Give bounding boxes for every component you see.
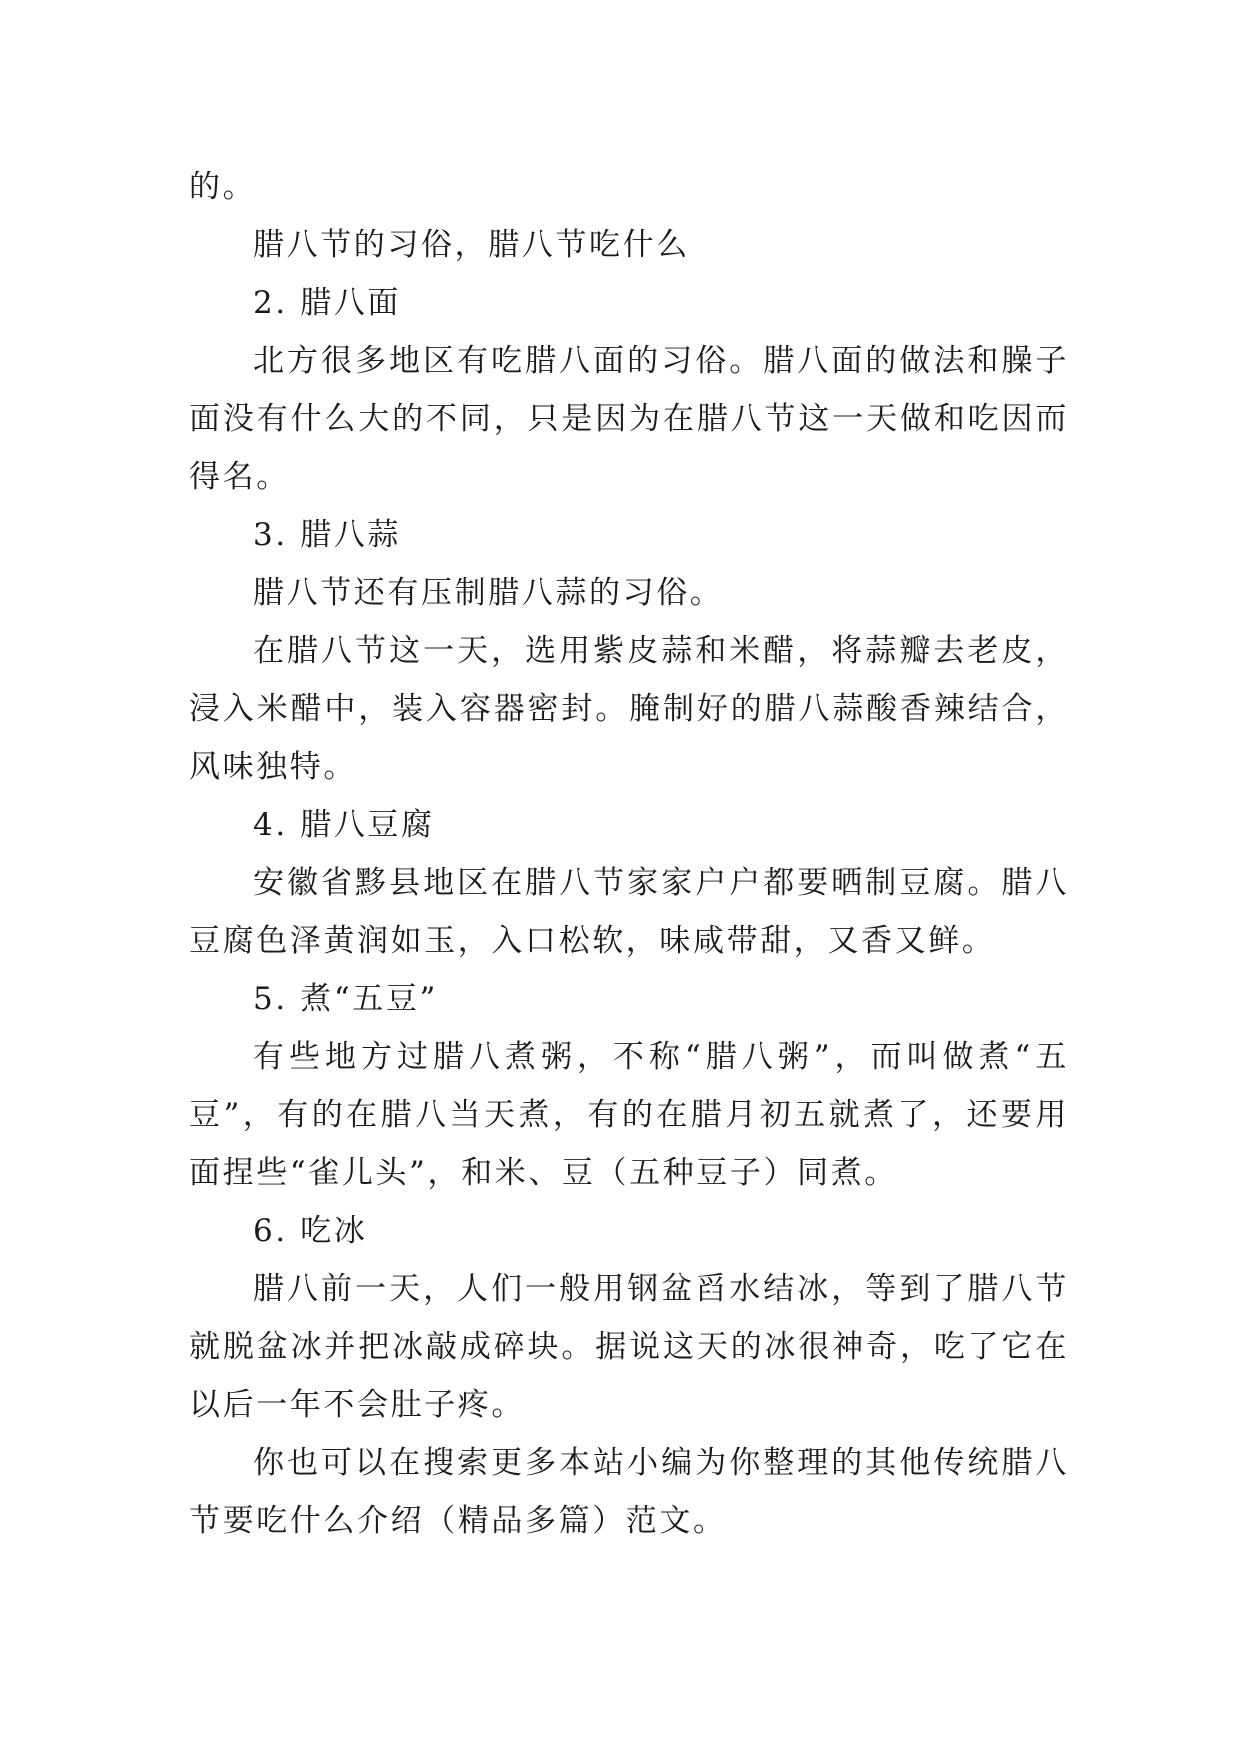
paragraph-eating-ice: 腊八前一天，人们一般用钢盆舀水结冰，等到了腊八节就脱盆冰并把冰敲成碎块。据说这天的冰很神奇，吃了它在以后一年不会肚子疼。 — [189, 1271, 1069, 1423]
item-heading-6: 6. 吃冰 — [253, 1213, 368, 1249]
item-heading-3: 3. 腊八蒜 — [253, 517, 402, 553]
paragraph-laba-tofu: 安徽省黟县地区在腊八节家家户户都要晒制豆腐。腊八豆腐色泽黄润如玉，入口松软，味咸带甜，又香又鲜。 — [189, 865, 1069, 959]
paragraph-continuation: 的。 — [189, 169, 257, 205]
item-heading-5: 5. 煮“五豆” — [253, 981, 438, 1017]
paragraph-laba-garlic-method: 在腊八节这一天，选用紫皮蒜和米醋，将蒜瓣去老皮，浸入米醋中，装入容器密封。腌制好的腊八蒜酸香辣结合，风味独特。 — [189, 633, 1069, 785]
paragraph-laba-noodles: 北方很多地区有吃腊八面的习俗。腊八面的做法和臊子面没有什么大的不同，只是因为在腊八节这一天做和吃因而得名。 — [189, 343, 1069, 495]
item-heading-4: 4. 腊八豆腐 — [253, 807, 435, 843]
paragraph-five-beans: 有些地方过腊八煮粥，不称“腊八粥”，而叫做煮“五豆”，有的在腊八当天煮，有的在腊月初五就煮了，还要用面捏些“雀儿头”，和米、豆（五种豆子）同煮。 — [189, 1039, 1069, 1191]
item-heading-2: 2. 腊八面 — [253, 285, 402, 321]
document-body — [189, 158, 1069, 1550]
section-heading: 腊八节的习俗，腊八节吃什么 — [253, 227, 690, 263]
paragraph-closing: 你也可以在搜索更多本站小编为你整理的其他传统腊八节要吃什么介绍（精品多篇）范文。 — [189, 1445, 1069, 1539]
paragraph-laba-garlic-intro: 腊八节还有压制腊八蒜的习俗。 — [253, 575, 724, 611]
